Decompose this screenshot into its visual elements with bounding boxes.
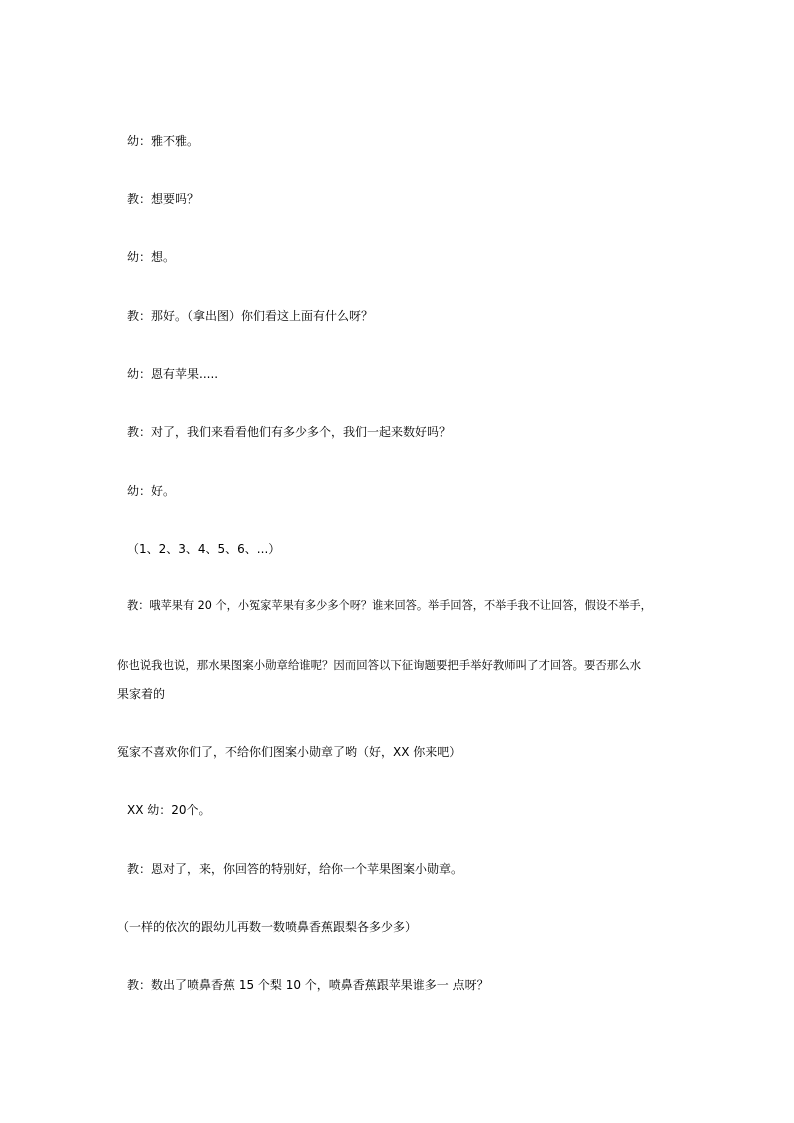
dialogue-line: 教：哦苹果有 20 个，小冤家苹果有多少多个呀？谁来回答。举手回答，不举手我不让回答，假设不举手， [127,599,652,612]
dialogue-line: 幼：恩有苹果..... [127,367,219,381]
dialogue-line: 你也说我也说，那水果图案小勋章给谁呢？因而回答以下征询题要把手举好教师叫了才回答。要否那么水 [117,658,641,672]
dialogue-line: （1、2、3、4、5、6、...） [127,542,281,556]
dialogue-line: 果家着的 [117,687,166,701]
dialogue-line: XX 幼：20个。 [127,803,211,817]
dialogue-line: 教：数出了喷鼻香蕉 15 个梨 10 个，喷鼻香蕉跟苹果谁多一 点呀？ [127,978,489,992]
dialogue-line: 幼：想。 [127,250,176,264]
dialogue-line: 教：对了，我们来看看他们有多少多个，我们一起来数好吗？ [127,425,452,439]
dialogue-line: 教：想要吗？ [127,192,200,206]
dialogue-line: 幼：雅不雅。 [127,134,200,148]
dialogue-line: （一样的依次的跟幼儿再数一数喷鼻香蕉跟梨各多少多） [117,920,418,934]
dialogue-line: 教：那好。（拿出图）你们看这上面有什么呀？ [127,309,374,323]
dialogue-line: 教：恩对了，来，你回答的特别好，给你一个苹果图案小勋章。 [127,862,464,876]
dialogue-line: 冤家不喜欢你们了，不给你们图案小勋章了哟（好，XX 你来吧） [117,745,462,759]
dialogue-line: 幼：好。 [127,484,176,498]
